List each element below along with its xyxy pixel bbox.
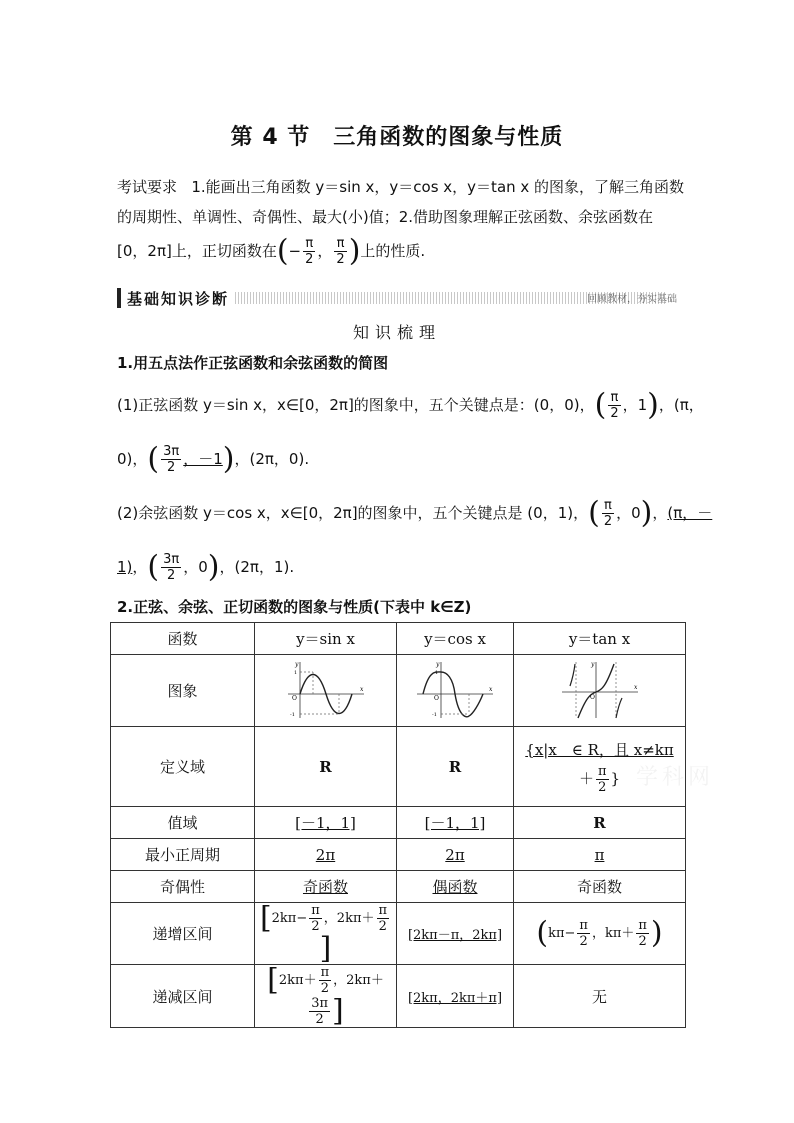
cos-points-line-2: 1)，( $\frac{3\pi}{2}$ ，0)，(2π，1). [117,549,295,585]
table-row [111,655,686,727]
inc-sin: [2kπ− $\frac{\pi}{2}$ ，2kπ＋ $\frac{\pi}{2}$ ] [255,903,397,965]
domain-cos: R [397,727,514,807]
frac-3pi-over-2: $\frac{3\pi}{2}$ [163,444,180,475]
graph-y-label: y [436,660,440,668]
header-cos: y＝cos x [397,623,514,655]
dec-cos: [2kπ，2kπ＋π] [397,965,514,1028]
exam-requirements-line-2: 的周期性、单调性、奇偶性、最大(小)值；2.借助图象理解正弦函数、余弦函数在 [117,208,654,226]
frac-pi-over-2: $\frac{\pi}{2}$ [305,236,314,267]
sin-text-b: ，(π， [658,396,704,414]
range-cos: [－1，1] [397,807,514,839]
exam-text-1: 1.能画出三角函数 y＝sin x，y＝cos x，y＝tan x 的图象，了解三角函数 [191,178,685,196]
graph-origin-label: O [589,693,595,701]
graph-neg-one-label: -1 [432,711,437,718]
header-sin: y＝sin x [255,623,397,655]
sin-graph [286,658,366,720]
cos-text-a: (2)余弦函数 y＝cos x，x∈[0，2π]的图象中，五个关键点是 (0，1)， [117,504,589,522]
row-label-parity: 奇偶性 [111,871,255,903]
row-label-decreasing: 递减区间 [111,965,255,1028]
period-cos: 2π [397,839,514,871]
banner-bar [117,288,121,308]
graph-origin-label: O [291,694,297,702]
cos-text-e: ， [132,558,148,576]
graph-x-label: x [633,683,637,691]
cos-points-line-1: (2)余弦函数 y＝cos x，x∈[0，2π]的图象中，五个关键点是 (0，1)，( $\frac{\pi}{2}$ ，0)，(π，－ [117,495,713,531]
dec-tan: 无 [514,965,686,1028]
table-row [111,903,686,965]
domain-tan-line-2: ＋ $\frac{\pi}{2}$ } [578,763,621,795]
inc-tan: (kπ− $\frac{\pi}{2}$ ，kπ＋ $\frac{\pi}{2}$ ) [514,903,686,965]
cos-text-d: 1) [117,558,133,576]
knowledge-subtitle: 知识梳理 [352,323,441,342]
graph-origin-label: O [434,694,439,702]
sin-graph-cell [255,655,397,727]
header-tan: y＝tan x [514,623,686,655]
table-row [111,623,686,655]
banner-right-text: 回顾教材，夯实基础 [587,294,677,305]
watermark: 学科网 [636,765,715,790]
row-label-increasing: 递增区间 [111,903,255,965]
section-1-heading: 1.用五点法作正弦函数和余弦函数的简图 [117,354,389,372]
exam-text-3a: [0，2π]上，正切函数在 [117,242,277,260]
sin-text-a: (1)正弦函数 y＝sin x，x∈[0，2π]的图象中，五个关键点是：(0，0)， [117,396,595,414]
cos-text-c: (π，－ [667,504,713,522]
graph-y-label: y [590,660,594,668]
frac-pi-over-2: $\frac{\pi}{2}$ [610,390,619,421]
table-row [111,839,686,871]
table-row [111,965,686,1028]
domain-tan-line-1: {x|x ∈ R，且 x≠kπ [525,740,674,759]
section-banner [117,288,677,308]
tan-graph-cell [514,655,686,727]
range-sin: [－1，1] [255,807,397,839]
graph-x-label: x [489,685,493,693]
table-row [111,727,686,807]
sin-text-d: ，(2π，0). [234,450,310,468]
graph-neg-one-label: -1 [289,711,295,718]
exam-requirements-line-1 [117,176,684,197]
section-2-heading: 2.正弦、余弦、正切函数的图象与性质(下表中 k∈Z) [117,598,472,616]
properties-table [110,622,686,1028]
sin-points-line-2: 0)，( $\frac{3\pi}{2}$ ，－1)，(2π，0). [117,441,310,477]
sin-text-c: 0)， [117,450,148,468]
frac-pi-over-2: $\frac{\pi}{2}$ [597,763,607,795]
graph-y-label: y [294,660,298,668]
row-label-period: 最小正周期 [111,839,255,871]
inc-cos: [2kπ－π，2kπ] [397,903,514,965]
frac-pi-over-2: $\frac{\pi}{2}$ [336,236,345,267]
frac-pi-over-2: $\frac{\pi}{2}$ [603,498,613,529]
cos-graph-cell [397,655,514,727]
dec-sin: [2kπ＋ $\frac{\pi}{2}$ ，2kπ＋ $\frac{3\pi}{2}$ ] [255,965,397,1028]
cos-text-b: ， [652,504,668,522]
parity-tan: 奇函数 [514,871,686,903]
domain-sin: R [255,727,397,807]
graph-one-label: 1 [293,669,297,676]
parity-cos: 偶函数 [397,871,514,903]
cos-graph [415,658,495,720]
cos-text-f: ，(2π，1). [219,558,295,576]
exam-requirements-line-3: [0，2π]上，正切函数在(− $\frac{\pi}{2}$ ， $\frac{\pi}{2}$ )上的性质. [117,233,426,269]
period-sin: 2π [255,839,397,871]
sin-points-line-1: (1)正弦函数 y＝sin x，x∈[0，2π]的图象中，五个关键点是：(0，0)，( $\frac{\pi}{2}$ ，1)，(π， [117,387,704,423]
table-row [111,871,686,903]
frac-3pi-over-2: $\frac{3\pi}{2}$ [163,552,180,583]
graph-one-label: 1 [435,669,439,676]
page-title: 第 4 节 三角函数的图象与性质 [230,125,564,150]
banner-label: 基础知识诊断 [127,290,230,308]
row-label-range: 值域 [111,807,255,839]
tan-graph [560,658,640,720]
exam-label: 考试要求 [117,178,178,196]
header-function: 函数 [111,623,255,655]
range-tan: R [514,807,686,839]
exam-text-3b: 上的性质. [360,242,426,260]
parity-sin: 奇函数 [255,871,397,903]
period-tan: π [514,839,686,871]
row-label-domain: 定义域 [111,727,255,807]
table-row [111,807,686,839]
graph-x-label: x [359,685,363,693]
row-label-graph: 图象 [111,655,255,727]
